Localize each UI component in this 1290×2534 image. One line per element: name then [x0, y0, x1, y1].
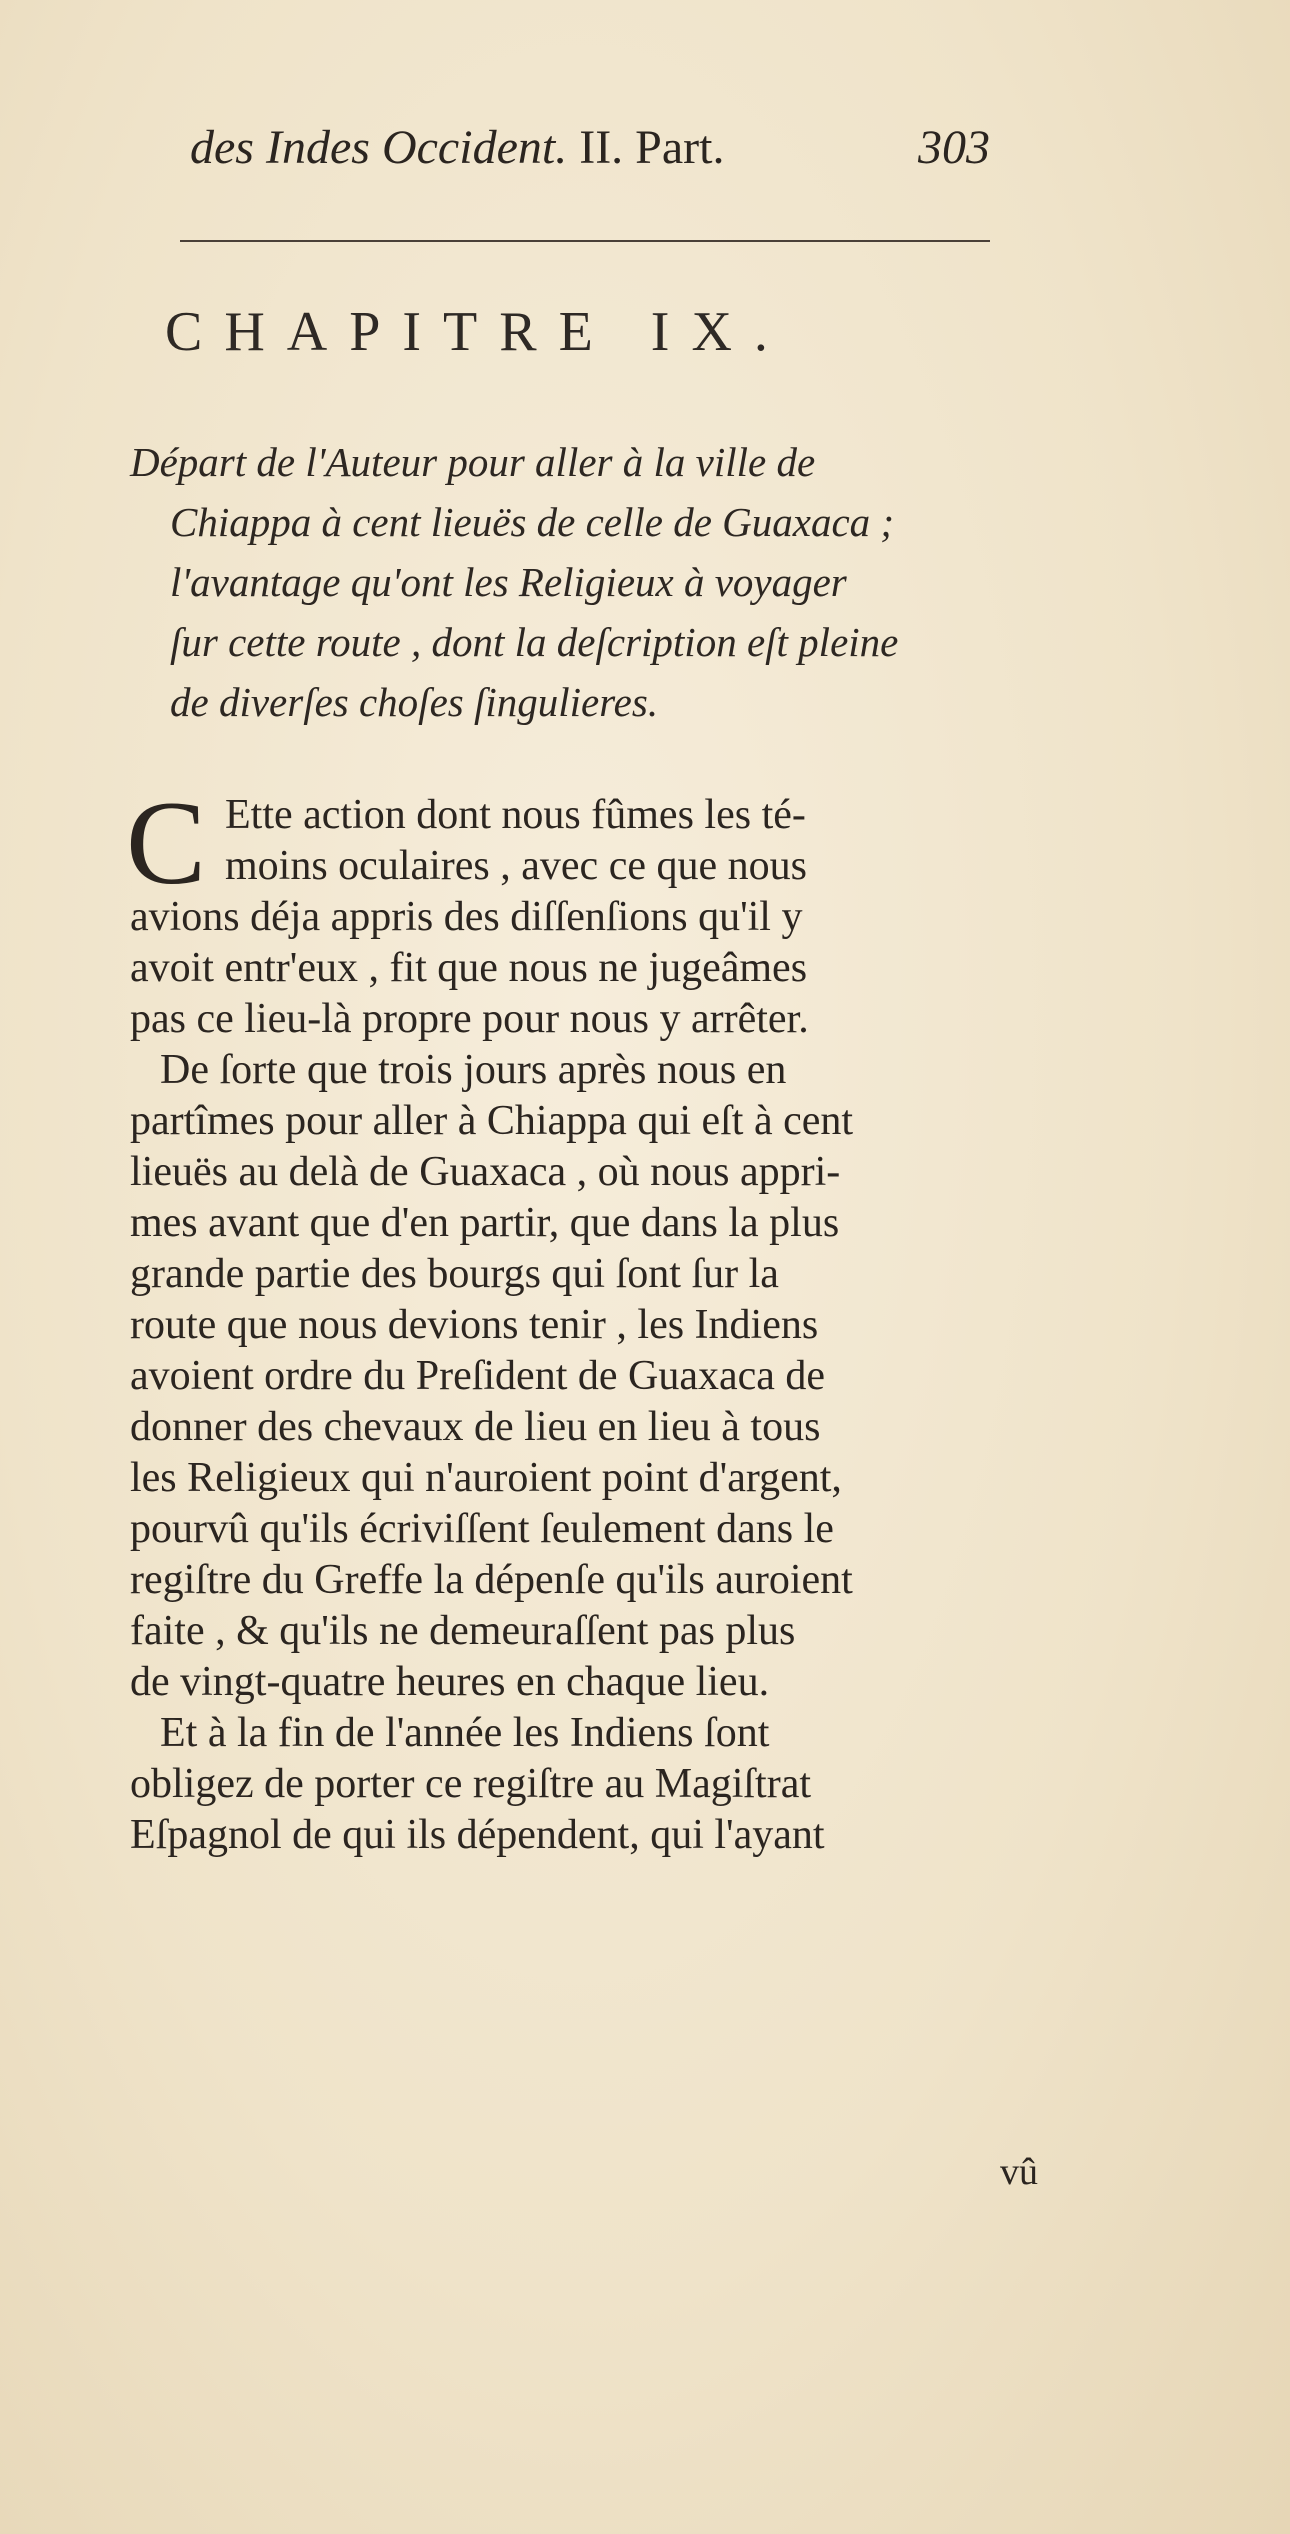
summary-line: l'avantage qu'ont les Religieux à voyager: [170, 559, 847, 605]
catchword: vû: [1000, 2151, 1038, 2193]
header-rule: [180, 240, 990, 242]
summary-line: ſur cette route , dont la deſcription eſt pleine: [170, 619, 899, 665]
running-title-part: II. Part.: [567, 121, 725, 174]
summary-line: de diverſes choſes ſingulieres.: [170, 679, 659, 725]
text-line: grande partie des bourgs qui ſont ſur la: [130, 1251, 779, 1297]
chapter-summary: [130, 432, 1050, 732]
text-line: avoient ordre du Preſident de Guaxaca de: [130, 1353, 826, 1399]
text-line: regiſtre du Greffe la dépenſe qu'ils auroient: [130, 1557, 853, 1603]
text-line: moins oculaires , avec ce que nous: [225, 843, 807, 889]
running-header: [190, 120, 990, 190]
text-line: Ette action dont nous fûmes les té-: [225, 792, 806, 838]
text-line: avoit entr'eux , fit que nous ne jugeâmes: [130, 945, 808, 991]
text-line: donner des chevaux de lieu en lieu à tous: [130, 1404, 821, 1450]
text-line: pas ce lieu-là propre pour nous y arrêter.: [130, 996, 809, 1042]
drop-cap: C: [126, 776, 207, 909]
body-text: [126, 776, 1050, 1861]
text-line: de vingt-quatre heures en chaque lieu.: [130, 1659, 770, 1705]
text-line: mes avant que d'en partir, que dans la plus: [130, 1200, 840, 1246]
paragraph-2: [130, 1045, 1050, 1708]
text-line: lieuës au delà de Guaxaca , où nous appri-: [130, 1149, 841, 1195]
text-line: route que nous devions tenir , les Indiens: [130, 1302, 819, 1348]
text-line: avions déja appris des diſſenſions qu'il y: [130, 894, 803, 940]
text-line: partîmes pour aller à Chiappa qui eſt à cent: [130, 1098, 854, 1144]
text-line: les Religieux qui n'auroient point d'argent,: [130, 1455, 842, 1501]
paragraph-1: [126, 776, 1050, 1045]
paragraph-3: [130, 1708, 1050, 1861]
text-line: Et à la fin de l'année les Indiens ſont: [160, 1710, 770, 1756]
running-title: [190, 120, 725, 175]
summary-line: Départ de l'Auteur pour aller à la ville de: [130, 439, 816, 485]
summary-line: Chiappa à cent lieuës de celle de Guaxaca ;: [170, 499, 895, 545]
running-title-italic: des Indes Occident.: [190, 121, 568, 174]
chapter-heading: CHAPITRE IX.: [165, 301, 790, 363]
text-line: Eſpagnol de qui ils dépendent, qui l'ayant: [130, 1812, 825, 1858]
page-number: 303: [918, 121, 990, 174]
text-line: De ſorte que trois jours après nous en: [160, 1047, 787, 1093]
text-line: obligez de porter ce regiſtre au Magiſtrat: [130, 1761, 812, 1807]
text-line: pourvû qu'ils écriviſſent ſeulement dans le: [130, 1506, 834, 1552]
text-line: faite , & qu'ils ne demeuraſſent pas plus: [130, 1608, 796, 1654]
